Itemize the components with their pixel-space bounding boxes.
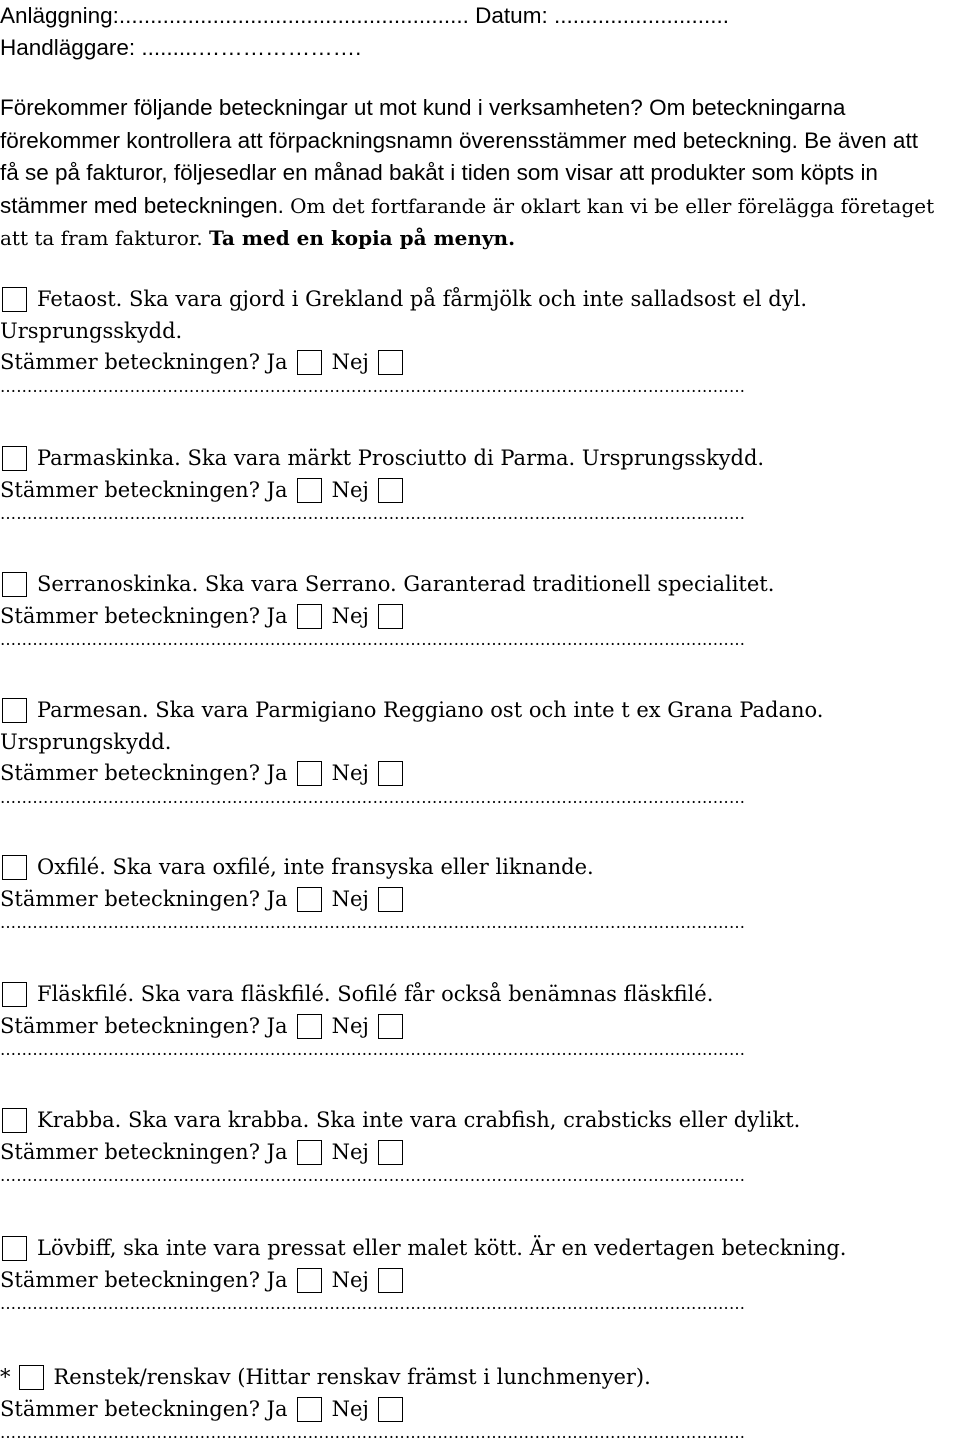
item-title: Parmesan. Ska vara Parmigiano Reggiano ost och inte t ex Grana Padano.: [37, 698, 824, 723]
item-checkbox[interactable]: [2, 982, 27, 1007]
question-row: [0, 347, 960, 379]
ja-checkbox[interactable]: [297, 604, 322, 629]
note-line: …………………………………………………………………………………………………………………………: [0, 506, 746, 523]
note-line: …………………………………………………………………………………………………………………………: [0, 1425, 746, 1442]
note-line: …………………………………………………………………………………………………………………………: [0, 632, 746, 649]
ja-checkbox[interactable]: [297, 1268, 322, 1293]
nej-label: Nej: [331, 886, 369, 911]
item-parmesan: [0, 695, 960, 814]
item-extra-row: [0, 316, 960, 348]
item-extra: Ursprungskydd.: [0, 729, 172, 754]
nej-checkbox[interactable]: [378, 761, 403, 786]
item-renstek: [0, 1362, 960, 1443]
item-title: Serranoskinka. Ska vara Serrano. Garanterad traditionell specialitet.: [37, 572, 775, 597]
ja-checkbox[interactable]: [297, 478, 322, 503]
nej-checkbox[interactable]: [378, 1397, 403, 1422]
question-row: [0, 1265, 960, 1297]
item-title: Renstek/renskav (Hittar renskav främst i lunchmenyer).: [53, 1365, 651, 1390]
ja-checkbox[interactable]: [297, 350, 322, 375]
item-title: Fläskfilé. Ska vara fläskfilé. Sofilé får också benämnas fläskfilé.: [37, 982, 714, 1007]
item-fetaost: [0, 284, 960, 403]
intro-line: Förekommer följande beteckningar ut mot kund i verksamheten? Om beteckningarna: [0, 95, 846, 120]
question-label: Stämmer beteckningen? Ja: [0, 350, 288, 375]
nej-label: Nej: [331, 350, 369, 375]
item-title: Parmaskinka. Ska vara märkt Prosciutto di Parma. Ursprungsskydd.: [37, 446, 765, 471]
nej-label: Nej: [331, 761, 369, 786]
ja-checkbox[interactable]: [297, 1140, 322, 1165]
question-row: [0, 601, 960, 633]
item-checkbox[interactable]: [2, 446, 27, 471]
item-lovbiff: [0, 1233, 960, 1320]
item-title-row: [0, 443, 960, 475]
nej-checkbox[interactable]: [378, 350, 403, 375]
asterisk-mark: *: [0, 1365, 11, 1390]
question-row: [0, 475, 960, 507]
question-label: Stämmer beteckningen? Ja: [0, 1013, 288, 1038]
ja-checkbox[interactable]: [297, 761, 322, 786]
item-title-row: [0, 1233, 960, 1265]
item-oxfile: [0, 852, 960, 939]
item-parmaskinka: [0, 443, 960, 530]
intro-text-part: Om det fortfarande är oklart kan vi be eller förelägga företaget: [290, 193, 935, 218]
question-label: Stämmer beteckningen? Ja: [0, 1396, 288, 1421]
question-label: Stämmer beteckningen? Ja: [0, 886, 288, 911]
item-checkbox[interactable]: [2, 287, 27, 312]
header: [0, 0, 960, 64]
nej-label: Nej: [331, 1267, 369, 1292]
intro-line: [0, 190, 960, 223]
note-line: …………………………………………………………………………………………………………………………: [0, 1296, 746, 1313]
nej-label: Nej: [331, 1396, 369, 1421]
nej-label: Nej: [331, 603, 369, 628]
item-krabba: [0, 1105, 960, 1192]
item-checkbox[interactable]: [2, 855, 27, 880]
item-title-row: [0, 852, 960, 884]
item-title-row: [0, 569, 960, 601]
item-serranoskinka: [0, 569, 960, 656]
intro-line: förekommer kontrollera att förpackningsnamn överensstämmer med beteckning. Be även att: [0, 127, 918, 153]
item-checkbox[interactable]: [2, 572, 27, 597]
note-line: …………………………………………………………………………………………………………………………: [0, 378, 746, 396]
facility-date-line: Anläggning:........................................................ Datum: ............................: [0, 3, 729, 28]
handler-line: Handläggare: .........………………….: [0, 35, 362, 60]
note-line: …………………………………………………………………………………………………………………………: [0, 789, 746, 807]
question-row: [0, 1011, 960, 1043]
intro-text-part: att ta fram fakturor.: [0, 226, 209, 250]
item-title-row: [0, 284, 960, 316]
item-title-row: [0, 1362, 960, 1394]
nej-checkbox[interactable]: [378, 1014, 403, 1039]
intro-line: [0, 222, 960, 255]
item-title-row: [0, 695, 960, 727]
question-label: Stämmer beteckningen? Ja: [0, 477, 288, 502]
item-checkbox[interactable]: [2, 698, 27, 723]
item-title: Fetaost. Ska vara gjord i Grekland på fårmjölk och inte salladsost el dyl.: [37, 287, 807, 312]
note-line: …………………………………………………………………………………………………………………………: [0, 1042, 746, 1059]
item-extra-row: [0, 727, 960, 759]
item-extra: Ursprungsskydd.: [0, 318, 183, 343]
question-label: Stämmer beteckningen? Ja: [0, 761, 288, 786]
nej-checkbox[interactable]: [378, 604, 403, 629]
nej-label: Nej: [331, 1013, 369, 1038]
note-line: …………………………………………………………………………………………………………………………: [0, 915, 746, 932]
note-line: …………………………………………………………………………………………………………………………: [0, 1168, 746, 1185]
question-row: [0, 1394, 960, 1426]
item-flaskfile: [0, 979, 960, 1066]
question-label: Stämmer beteckningen? Ja: [0, 1139, 288, 1164]
item-title: Lövbiff, ska inte vara pressat eller malet kött. Är en vedertagen beteckning.: [37, 1236, 847, 1261]
nej-checkbox[interactable]: [378, 887, 403, 912]
nej-checkbox[interactable]: [378, 1140, 403, 1165]
item-title: Krabba. Ska vara krabba. Ska inte vara crabfish, crabsticks eller dylikt.: [37, 1108, 801, 1133]
question-label: Stämmer beteckningen? Ja: [0, 1267, 288, 1292]
ja-checkbox[interactable]: [297, 1397, 322, 1422]
item-checkbox[interactable]: [19, 1365, 44, 1390]
item-title-row: [0, 979, 960, 1011]
nej-checkbox[interactable]: [378, 478, 403, 503]
item-checkbox[interactable]: [2, 1236, 27, 1261]
question-row: [0, 884, 960, 916]
item-title-row: [0, 1105, 960, 1137]
question-label: Stämmer beteckningen? Ja: [0, 603, 288, 628]
question-row: [0, 758, 960, 790]
nej-label: Nej: [331, 1139, 369, 1164]
nej-checkbox[interactable]: [378, 1268, 403, 1293]
intro-text: [0, 92, 960, 255]
item-title: Oxfilé. Ska vara oxfilé, inte fransyska eller liknande.: [37, 855, 594, 880]
ja-checkbox[interactable]: [297, 1014, 322, 1039]
intro-line: få se på fakturor, följesedlar en månad bakåt i tiden som visar att produkter som köpts in: [0, 160, 878, 185]
item-checkbox[interactable]: [2, 1108, 27, 1133]
intro-bold-note: Ta med en kopia på menyn.: [208, 226, 516, 250]
question-row: [0, 1137, 960, 1169]
nej-label: Nej: [331, 477, 369, 502]
ja-checkbox[interactable]: [297, 887, 322, 912]
intro-text-part: stämmer med beteckningen.: [0, 192, 291, 218]
